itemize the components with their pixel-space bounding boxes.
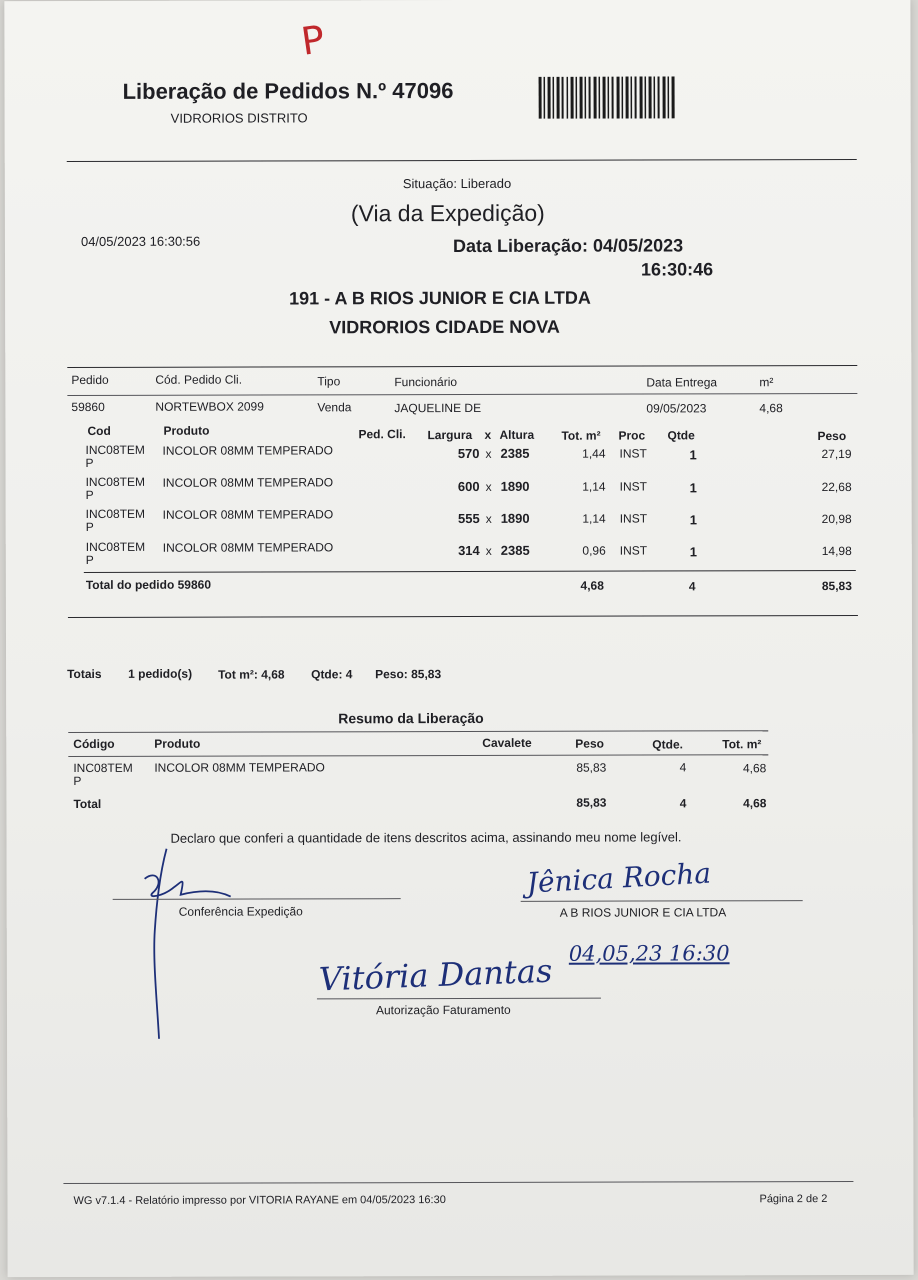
item-weight: 14,98: [821, 543, 852, 559]
summary-col-qtde: Qtde.: [652, 737, 683, 752]
order-header-rule: [67, 393, 857, 396]
summary-top-rule: [68, 730, 768, 733]
summary-code-suffix: P: [73, 773, 82, 789]
order-number: 59860: [71, 399, 105, 415]
summary-title: Resumo da Liberação: [338, 709, 484, 727]
company-name: VIDRORIOS DISTRITO: [170, 110, 308, 126]
client-order-code: NORTEWBOX 2099: [155, 399, 264, 414]
item-tot-m2: 1,44: [582, 446, 606, 461]
handwritten-client-signature: Jênica Rocha: [525, 856, 712, 900]
totals-orders: 1 pedido(s): [128, 666, 193, 681]
barcode: [539, 76, 679, 118]
cliente-line: [521, 900, 803, 902]
footer-left: WG v7.1.4 - Relatório impresso por VITORIA RAYANE em 04/05/2023 16:30: [73, 1194, 446, 1208]
summary-col-produto: Produto: [154, 736, 201, 751]
col-tipo: Tipo: [317, 374, 341, 389]
item-code: INC08TEM: [85, 474, 145, 489]
col-m2: m²: [759, 375, 774, 390]
item-tot-m2: 1,14: [582, 511, 606, 526]
summary-col-cavalete: Cavalete: [482, 735, 532, 750]
item-qty: 1: [689, 512, 697, 528]
item-code-suffix: P: [85, 519, 94, 534]
item-col-ped-cli: Ped. Cli.: [358, 427, 406, 442]
item-product: INCOLOR 08MM TEMPERADO: [162, 540, 334, 555]
item-product: INCOLOR 08MM TEMPERADO: [162, 475, 334, 490]
item-x: x: [485, 511, 492, 526]
item-col-proc: Proc: [618, 428, 646, 443]
order-total-m2: 4,68: [580, 578, 604, 593]
item-qty: 1: [689, 544, 698, 560]
item-tot-m2: 1,14: [582, 479, 606, 494]
item-height: 1890: [500, 478, 530, 494]
summary-total-label: Total: [73, 796, 102, 812]
summary-col-codigo: Código: [73, 736, 115, 752]
item-code-suffix: P: [85, 552, 94, 567]
item-col-qtde: Qtde: [667, 428, 695, 443]
totals-label: Totais: [67, 666, 102, 682]
col-cod-pedido-cli: Cód. Pedido Cli.: [155, 372, 243, 387]
col-data-entrega: Data Entrega: [646, 375, 718, 390]
item-col-peso: Peso: [817, 428, 847, 444]
item-product: INCOLOR 08MM TEMPERADO: [162, 507, 334, 522]
item-code-suffix: P: [85, 487, 94, 502]
item-proc: INST: [619, 511, 648, 526]
item-col-largura: Largura: [427, 427, 473, 443]
handwritten-red-mark: P: [298, 16, 328, 64]
summary-total-weight: 85,83: [576, 795, 607, 810]
client-name: 191 - A B RIOS JUNIOR E CIA LTDA: [289, 287, 591, 309]
cliente-label: A B RIOS JUNIOR E CIA LTDA: [559, 905, 727, 920]
item-qty: 1: [689, 480, 697, 496]
release-date: Data Liberação: 04/05/2023: [452, 235, 684, 257]
summary-product: INCOLOR 08MM TEMPERADO: [154, 760, 325, 775]
item-width: 600: [457, 478, 480, 495]
summary-col-tot-m2: Tot. m²: [722, 737, 762, 752]
item-width: 570: [457, 445, 480, 462]
item-col-tot-m2: Tot. m²: [561, 428, 601, 443]
summary-total-qty: 4: [679, 796, 687, 811]
conferencia-label: Conferência Expedição: [178, 904, 303, 919]
order-total-label: Total do pedido 59860: [85, 577, 212, 592]
footer-page: Página 2 de 2: [759, 1193, 828, 1206]
footer-rule: [63, 1181, 853, 1184]
handwritten-authorization-signature: Vitória Dantas: [318, 951, 553, 999]
order-total-qty: 4: [688, 579, 696, 594]
order-bottom-rule: [68, 615, 858, 618]
signature-conferencia: [127, 841, 238, 1041]
autorizacao-line: [317, 998, 601, 1000]
item-product: INCOLOR 08MM TEMPERADO: [162, 443, 334, 458]
order-m2: 4,68: [759, 401, 783, 416]
item-x: x: [485, 446, 492, 461]
item-col-altura: Altura: [499, 427, 535, 442]
employee: JAQUELINE DE: [394, 400, 482, 416]
item-code: INC08TEM: [85, 539, 146, 554]
summary-total-tot-m2: 4,68: [743, 796, 767, 811]
item-col-produto: Produto: [163, 423, 210, 438]
header-divider: [67, 159, 857, 162]
item-proc: INST: [619, 479, 647, 494]
item-code: INC08TEM: [85, 442, 145, 457]
col-pedido: Pedido: [71, 372, 109, 388]
order-type: Venda: [317, 400, 352, 415]
item-width: 314: [458, 542, 480, 559]
summary-weight: 85,83: [576, 760, 607, 775]
summary-qty: 4: [679, 760, 687, 775]
document-title: Liberação de Pedidos N.º 47096: [122, 78, 454, 104]
summary-tot-m2: 4,68: [742, 761, 767, 776]
item-code: INC08TEM: [85, 506, 146, 521]
client-store: VIDRORIOS CIDADE NOVA: [329, 316, 560, 338]
item-height: 2385: [500, 542, 530, 558]
summary-header-rule: [68, 754, 768, 757]
totals-weight: Peso: 85,83: [375, 667, 442, 682]
items-total-rule: [84, 570, 856, 573]
item-height: 1890: [500, 510, 530, 526]
summary-code: INC08TEM: [73, 760, 133, 776]
item-col-cod: Cod: [87, 423, 111, 438]
order-total-weight: 85,83: [821, 578, 852, 594]
declaration-text: Declaro que conferi a quantidade de itens descritos acima, assinando meu nome legível.: [170, 829, 682, 846]
item-proc: INST: [619, 446, 647, 461]
order-top-rule: [67, 365, 857, 368]
item-width: 555: [457, 510, 480, 527]
item-height: 2385: [500, 445, 530, 461]
document-page: [4, 0, 913, 1277]
totals-qty: Qtde: 4: [311, 667, 353, 682]
delivery-date: 09/05/2023: [646, 401, 707, 416]
totals-m2: Tot m²: 4,68: [218, 667, 285, 682]
via-title: (Via da Expedição): [350, 199, 545, 227]
conferencia-line: [113, 898, 401, 900]
item-x: x: [485, 543, 492, 558]
item-weight: 22,68: [821, 479, 852, 495]
col-funcionario: Funcionário: [394, 375, 458, 390]
item-tot-m2: 0,96: [582, 543, 606, 558]
item-qty: 1: [689, 447, 697, 463]
item-code-suffix: P: [85, 455, 94, 470]
item-weight: 27,19: [821, 446, 852, 462]
autorizacao-label: Autorização Faturamento: [375, 1002, 511, 1018]
item-col-x: x: [484, 427, 492, 442]
summary-col-peso: Peso: [575, 736, 604, 751]
item-weight: 20,98: [821, 511, 852, 527]
item-proc: INST: [619, 543, 648, 558]
release-time: 16:30:46: [641, 259, 714, 280]
handwritten-date: 04,05,23 16:30: [568, 941, 730, 966]
situation-text: Situação: Liberado: [402, 175, 512, 192]
item-x: x: [485, 479, 492, 494]
print-datetime: 04/05/2023 16:30:56: [80, 233, 201, 249]
